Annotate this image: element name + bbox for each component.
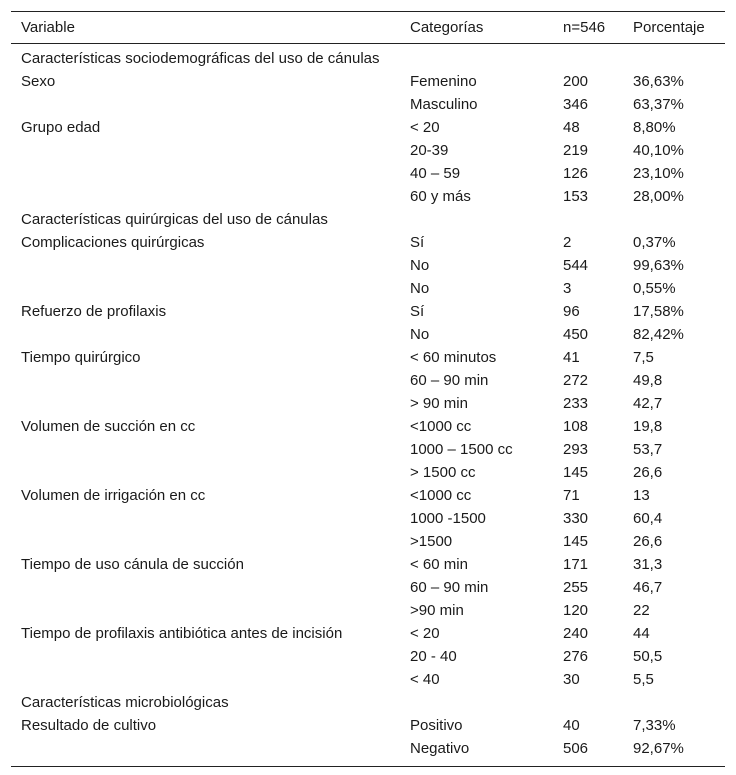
cell-category: < 40 — [410, 671, 440, 688]
table-row — [11, 300, 725, 323]
cell-n: 240 — [563, 625, 589, 642]
table-row — [11, 162, 725, 185]
cell-category: Sí — [410, 303, 425, 320]
cell-percentage: 13 — [633, 487, 650, 504]
cell-n: 71 — [563, 487, 580, 504]
cell-variable — [11, 599, 400, 622]
cell-category: 60 y más — [410, 188, 471, 205]
table-row — [11, 484, 725, 507]
table-row — [11, 139, 725, 162]
cell-variable: Características microbiológicas — [21, 694, 229, 711]
cell-percentage: 0,37% — [633, 234, 676, 251]
cell-variable: Volumen de irrigación en cc — [21, 487, 206, 504]
cell-n — [553, 208, 623, 231]
table-row — [11, 116, 725, 139]
cell-category: Sí — [410, 234, 425, 251]
cell-n: 2 — [563, 234, 572, 251]
cell-variable: Resultado de cultivo — [21, 717, 157, 734]
cell-percentage: 50,5 — [633, 648, 663, 665]
cell-category: >1500 — [410, 533, 453, 550]
cell-n: 40 — [563, 717, 580, 734]
table-row — [11, 346, 725, 369]
cell-percentage: 19,8 — [633, 418, 663, 435]
cell-n: 108 — [563, 418, 589, 435]
cell-percentage: 63,37% — [633, 96, 684, 113]
cell-n: 200 — [563, 73, 589, 90]
cell-category: < 60 minutos — [410, 349, 497, 366]
cell-category: Femenino — [410, 73, 477, 90]
table-row — [11, 70, 725, 93]
cell-n: 153 — [563, 188, 589, 205]
cell-n: 96 — [563, 303, 580, 320]
cell-category: > 1500 cc — [410, 464, 476, 481]
cell-category — [400, 208, 553, 231]
cell-variable — [11, 668, 400, 691]
table-row — [11, 668, 725, 691]
cell-n: 293 — [563, 441, 589, 458]
table-row — [11, 93, 725, 116]
cell-variable: Grupo edad — [21, 119, 101, 136]
cell-category — [400, 44, 553, 71]
cell-percentage: 7,33% — [633, 717, 676, 734]
cell-category: Masculino — [410, 96, 478, 113]
data-table-container — [11, 11, 725, 767]
table-row — [11, 323, 725, 346]
cell-category: No — [410, 257, 430, 274]
table-row — [11, 530, 725, 553]
cell-n: 120 — [563, 602, 589, 619]
cell-category: 40 – 59 — [410, 165, 461, 182]
cell-variable — [11, 323, 400, 346]
header-variable: Variable — [21, 19, 75, 36]
cell-variable: Características quirúrgicas del uso de cánulas — [21, 211, 328, 228]
cell-variable: Tiempo quirúrgico — [21, 349, 141, 366]
cell-category: <1000 cc — [410, 418, 472, 435]
cell-percentage: 31,3 — [633, 556, 663, 573]
cell-n: 48 — [563, 119, 580, 136]
data-table — [11, 11, 725, 767]
cell-percentage: 26,6 — [633, 533, 663, 550]
cell-category: 20-39 — [410, 142, 449, 159]
cell-category: Negativo — [410, 740, 470, 757]
cell-n — [553, 44, 623, 71]
cell-variable: Tiempo de uso cánula de succión — [21, 556, 244, 573]
cell-category: < 20 — [410, 625, 440, 642]
cell-percentage: 82,42% — [633, 326, 684, 343]
cell-percentage: 26,6 — [633, 464, 663, 481]
cell-category: 1000 – 1500 cc — [410, 441, 513, 458]
table-row — [11, 44, 725, 71]
cell-variable — [11, 461, 400, 484]
cell-variable — [11, 530, 400, 553]
cell-percentage: 17,58% — [633, 303, 684, 320]
cell-category: < 20 — [410, 119, 440, 136]
table-row — [11, 254, 725, 277]
cell-n: 41 — [563, 349, 580, 366]
cell-n: 255 — [563, 579, 589, 596]
cell-percentage: 99,63% — [633, 257, 684, 274]
cell-variable: Sexo — [21, 73, 56, 90]
cell-variable — [11, 737, 400, 767]
header-n: n=546 — [563, 19, 606, 36]
cell-percentage — [623, 691, 725, 714]
cell-variable: Refuerzo de profilaxis — [21, 303, 167, 320]
cell-n: 544 — [563, 257, 589, 274]
table-row — [11, 208, 725, 231]
cell-percentage: 53,7 — [633, 441, 663, 458]
cell-variable — [11, 369, 400, 392]
cell-percentage: 7,5 — [633, 349, 654, 366]
cell-category: >90 min — [410, 602, 464, 619]
cell-category — [400, 691, 553, 714]
cell-variable — [11, 438, 400, 461]
cell-n: 506 — [563, 740, 589, 757]
cell-variable — [11, 162, 400, 185]
cell-n: 145 — [563, 533, 589, 550]
cell-n: 450 — [563, 326, 589, 343]
table-row — [11, 438, 725, 461]
cell-percentage: 22 — [633, 602, 650, 619]
cell-category: 20 - 40 — [410, 648, 457, 665]
table-row — [11, 737, 725, 767]
cell-percentage: 49,8 — [633, 372, 663, 389]
table-row — [11, 553, 725, 576]
cell-n: 346 — [563, 96, 589, 113]
header-row — [11, 12, 725, 44]
cell-percentage: 42,7 — [633, 395, 663, 412]
table-row — [11, 185, 725, 208]
cell-percentage: 92,67% — [633, 740, 684, 757]
cell-variable: Complicaciones quirúrgicas — [21, 234, 205, 251]
table-row — [11, 691, 725, 714]
cell-n: 219 — [563, 142, 589, 159]
cell-percentage: 23,10% — [633, 165, 684, 182]
cell-category: 60 – 90 min — [410, 372, 489, 389]
table-body — [11, 44, 725, 767]
cell-n: 330 — [563, 510, 589, 527]
cell-n: 272 — [563, 372, 589, 389]
cell-variable — [11, 93, 400, 116]
table-row — [11, 231, 725, 254]
cell-variable — [11, 139, 400, 162]
cell-percentage: 5,5 — [633, 671, 654, 688]
table-row — [11, 369, 725, 392]
table-header — [11, 12, 725, 44]
table-row — [11, 599, 725, 622]
cell-percentage: 44 — [633, 625, 650, 642]
table-row — [11, 576, 725, 599]
cell-n: 171 — [563, 556, 589, 573]
cell-percentage: 46,7 — [633, 579, 663, 596]
cell-category: 1000 -1500 — [410, 510, 486, 527]
cell-n — [553, 691, 623, 714]
cell-percentage: 8,80% — [633, 119, 676, 136]
cell-n: 126 — [563, 165, 589, 182]
table-row — [11, 277, 725, 300]
cell-percentage: 36,63% — [633, 73, 684, 90]
cell-percentage: 28,00% — [633, 188, 684, 205]
cell-variable — [11, 576, 400, 599]
cell-variable: Características sociodemográficas del uso de cánulas — [21, 50, 380, 67]
table-row — [11, 622, 725, 645]
cell-percentage — [623, 208, 725, 231]
cell-category: > 90 min — [410, 395, 468, 412]
table-row — [11, 507, 725, 530]
cell-variable — [11, 392, 400, 415]
cell-category: No — [410, 280, 430, 297]
cell-n: 3 — [563, 280, 572, 297]
table-row — [11, 415, 725, 438]
cell-variable — [11, 507, 400, 530]
cell-percentage: 40,10% — [633, 142, 684, 159]
cell-variable — [11, 185, 400, 208]
cell-category: < 60 min — [410, 556, 468, 573]
table-row — [11, 645, 725, 668]
table-row — [11, 714, 725, 737]
cell-category: No — [410, 326, 430, 343]
cell-variable: Volumen de succión en cc — [21, 418, 196, 435]
cell-n: 276 — [563, 648, 589, 665]
cell-n: 233 — [563, 395, 589, 412]
cell-variable — [11, 277, 400, 300]
cell-variable: Tiempo de profilaxis antibiótica antes de incisión — [21, 625, 343, 642]
cell-variable — [11, 645, 400, 668]
cell-category: <1000 cc — [410, 487, 472, 504]
cell-percentage: 0,55% — [633, 280, 676, 297]
header-porcentaje: Porcentaje — [633, 19, 705, 36]
cell-variable — [11, 254, 400, 277]
header-categorias: Categorías — [410, 19, 484, 36]
table-row — [11, 461, 725, 484]
cell-percentage: 60,4 — [633, 510, 663, 527]
cell-n: 145 — [563, 464, 589, 481]
cell-category: Positivo — [410, 717, 463, 734]
table-row — [11, 392, 725, 415]
cell-n: 30 — [563, 671, 580, 688]
cell-percentage — [623, 44, 725, 71]
cell-category: 60 – 90 min — [410, 579, 489, 596]
